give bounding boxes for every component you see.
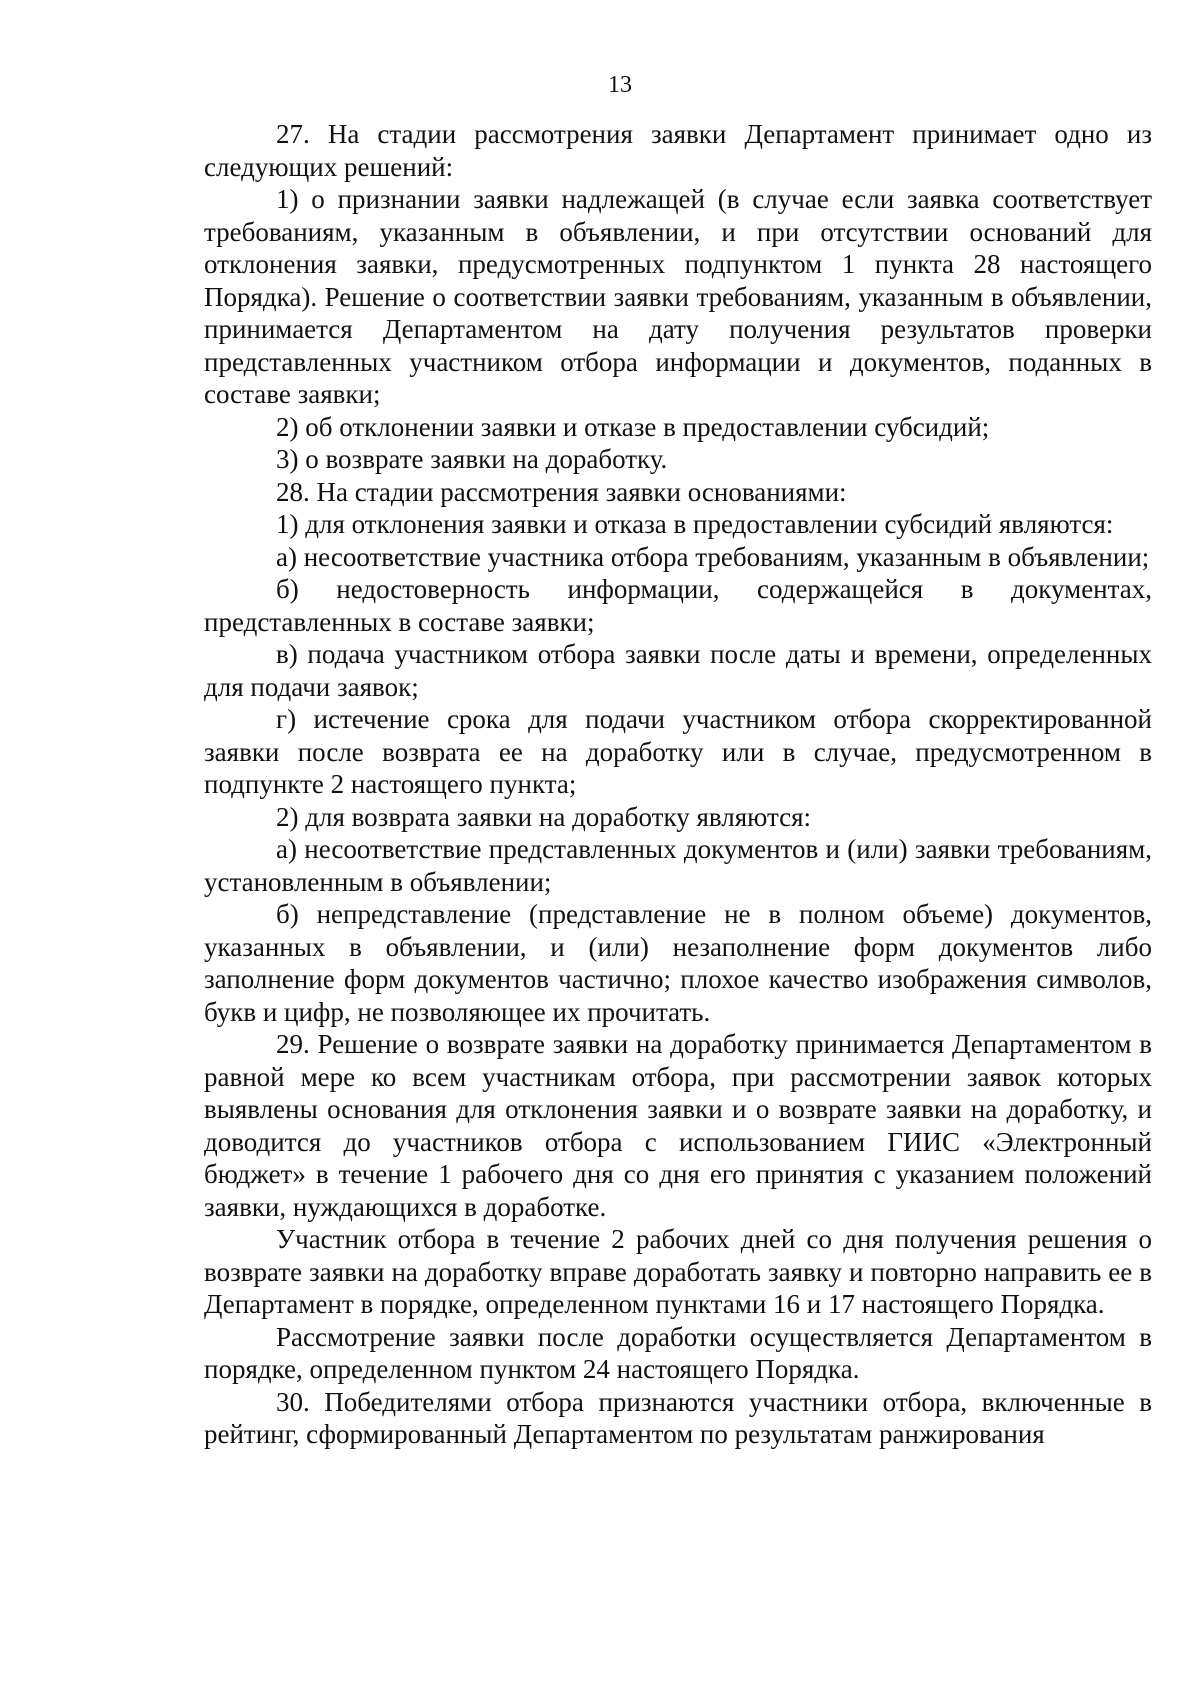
paragraph: 28. На стадии рассмотрения заявки основаниями:	[276, 476, 847, 507]
paragraph: в) подача участником отбора заявки после даты и времени, определенных для подачи заявок;	[204, 639, 1152, 702]
paragraph: 2) об отклонении заявки и отказе в предоставлении субсидий;	[276, 411, 990, 442]
paragraph: 30. Победителями отбора признаются участники отбора, включенные в рейтинг, сформированный Департаментом по результатам ранжирования	[204, 1386, 1152, 1449]
paragraph: 1) о признании заявки надлежащей (в случае если заявка соответствует требованиям, указанным в объявлении, и при отсутствии оснований для отклонения заявки, предусмотренных подпунктом 1 пункта 28 настоящего Порядка). Решение о соответствии заявки требованиям, указанным в объявлении, принимается Департаментом на дату получения результатов проверки представленных участником отбора информации и документов, поданных в составе заявки;	[204, 184, 1152, 409]
paragraph: б) недостоверность информации, содержащейся в документах, представленных в составе заявки;	[204, 574, 1152, 637]
paragraph: 3) о возврате заявки на доработку.	[276, 444, 668, 474]
paragraph: 2) для возврата заявки на доработку являются:	[276, 801, 812, 832]
paragraph: 1) для отклонения заявки и отказа в предоставлении субсидий являются:	[276, 509, 1114, 539]
paragraph: Участник отбора в течение 2 рабочих дней со дня получения решения о возврате заявки на доработку вправе доработать заявку и повторно направить ее в Департамент в порядке, определенном пунктами 16 и 17 настоящего Порядка.	[204, 1224, 1152, 1319]
paragraph: б) непредставление (представление не в полном объеме) документов, указанных в объявлении, и (или) незаполнение форм документов либо заполнение форм документов частично; плохое качество изображения символов, букв и цифр, не позволяющее их прочитать.	[204, 899, 1152, 1027]
paragraph: Рассмотрение заявки после доработки осуществляется Департаментом в порядке, определенном пунктом 24 настоящего Порядка.	[204, 1321, 1152, 1384]
paragraph: а) несоответствие представленных документов и (или) заявки требованиям, установленным в объявлении;	[204, 834, 1152, 897]
paragraph: г) истечение срока для подачи участником отбора скорректированной заявки после возврата ее на доработку или в случае, предусмотренном в подпункте 2 настоящего пункта;	[204, 704, 1152, 799]
paragraph: 27. На стадии рассмотрения заявки Департамент принимает одно из следующих решений:	[204, 119, 1152, 182]
paragraph: 29. Решение о возврате заявки на доработку принимается Департаментом в равной мере ко всем участникам отбора, при рассмотрении заявок которых выявлены основания для отклонения заявки и о возврате заявки на доработку, и доводится до участников отбора с использованием ГИИС «Электронный бюджет» в течение 1 рабочего дня со дня его принятия с указанием положений заявки, нуждающихся в доработке.	[204, 1029, 1152, 1222]
page-number: 13	[608, 72, 632, 98]
paragraph: а) несоответствие участника отбора требованиям, указанным в объявлении;	[276, 541, 1150, 572]
document-body	[204, 118, 1152, 1451]
